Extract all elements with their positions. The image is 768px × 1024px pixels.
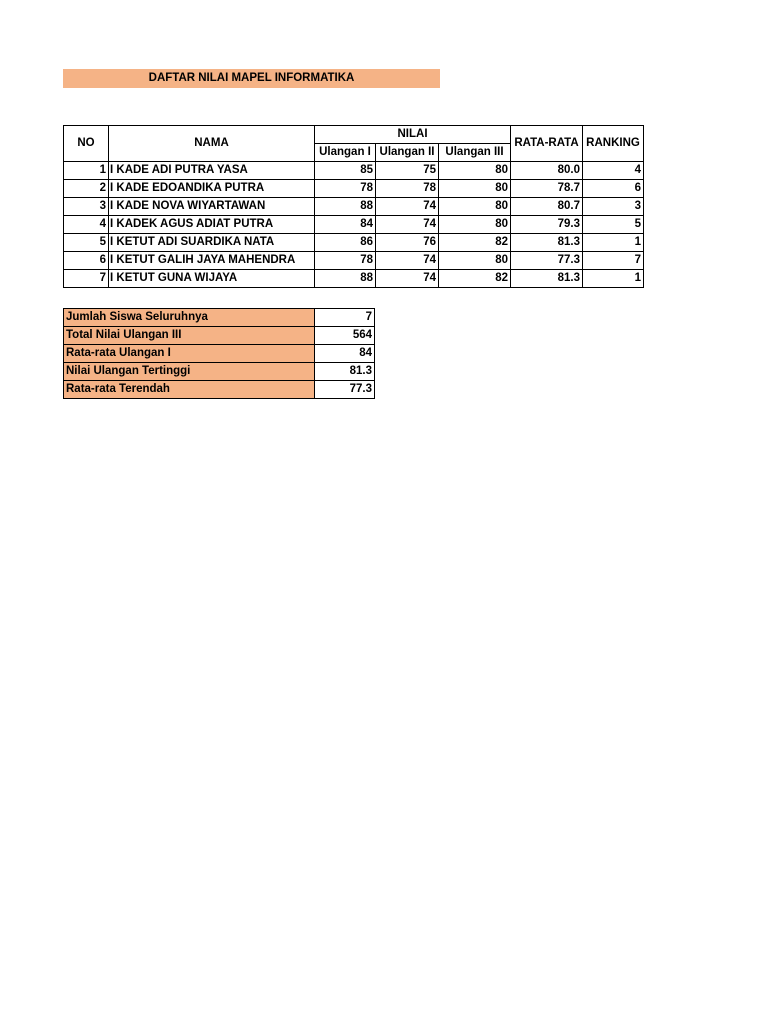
cell-no[interactable]: 3 [64, 198, 109, 216]
cell-ranking[interactable]: 7 [583, 252, 644, 270]
cell-ulangan-3[interactable]: 80 [439, 180, 511, 198]
cell-no[interactable]: 7 [64, 270, 109, 288]
table-row [64, 180, 644, 198]
header-nama[interactable]: NAMA [109, 126, 315, 162]
table-row [64, 252, 644, 270]
cell-ulangan-3[interactable]: 80 [439, 198, 511, 216]
summary-value[interactable]: 564 [315, 327, 375, 345]
table-row [64, 270, 644, 288]
cell-ulangan-3[interactable]: 80 [439, 162, 511, 180]
cell-nama[interactable]: I KETUT ADI SUARDIKA NATA [109, 234, 315, 252]
table-row [64, 234, 644, 252]
cell-ulangan-1[interactable]: 88 [315, 198, 376, 216]
header-no[interactable]: NO [64, 126, 109, 162]
cell-rata-rata[interactable]: 80.0 [511, 162, 583, 180]
cell-ulangan-1[interactable]: 88 [315, 270, 376, 288]
cell-ulangan-3[interactable]: 80 [439, 252, 511, 270]
header-rata-rata[interactable]: RATA-RATA [511, 126, 583, 162]
cell-rata-rata[interactable]: 79.3 [511, 216, 583, 234]
cell-ulangan-1[interactable]: 78 [315, 252, 376, 270]
cell-ulangan-2[interactable]: 74 [376, 252, 439, 270]
cell-rata-rata[interactable]: 81.3 [511, 270, 583, 288]
header-ranking[interactable]: RANKING [583, 126, 644, 162]
cell-nama[interactable]: I KADE NOVA WIYARTAWAN [109, 198, 315, 216]
cell-ranking[interactable]: 1 [583, 270, 644, 288]
cell-ulangan-3[interactable]: 82 [439, 234, 511, 252]
cell-rata-rata[interactable]: 77.3 [511, 252, 583, 270]
cell-ulangan-2[interactable]: 76 [376, 234, 439, 252]
summary-row [64, 363, 375, 381]
cell-nama[interactable]: I KADE EDOANDIKA PUTRA [109, 180, 315, 198]
summary-row [64, 327, 375, 345]
cell-nama[interactable]: I KETUT GALIH JAYA MAHENDRA [109, 252, 315, 270]
cell-nama[interactable]: I KETUT GUNA WIJAYA [109, 270, 315, 288]
summary-label[interactable]: Rata-rata Ulangan I [64, 345, 315, 363]
summary-label[interactable]: Rata-rata Terendah [64, 381, 315, 399]
cell-no[interactable]: 6 [64, 252, 109, 270]
cell-ulangan-2[interactable]: 74 [376, 216, 439, 234]
sheet-title: DAFTAR NILAI MAPEL INFORMATIKA [63, 69, 440, 88]
summary-table [63, 308, 375, 399]
summary-label[interactable]: Total Nilai Ulangan III [64, 327, 315, 345]
summary-row [64, 381, 375, 399]
summary-value[interactable]: 77.3 [315, 381, 375, 399]
header-nilai[interactable]: NILAI [315, 126, 511, 144]
cell-ranking[interactable]: 5 [583, 216, 644, 234]
cell-nama[interactable]: I KADEK AGUS ADIAT PUTRA [109, 216, 315, 234]
summary-value[interactable]: 84 [315, 345, 375, 363]
cell-ulangan-2[interactable]: 74 [376, 270, 439, 288]
cell-ulangan-1[interactable]: 78 [315, 180, 376, 198]
header-ulangan-3[interactable]: Ulangan III [439, 144, 511, 162]
cell-rata-rata[interactable]: 78.7 [511, 180, 583, 198]
cell-no[interactable]: 4 [64, 216, 109, 234]
summary-row [64, 309, 375, 327]
cell-ulangan-2[interactable]: 78 [376, 180, 439, 198]
cell-ulangan-3[interactable]: 82 [439, 270, 511, 288]
grades-table [63, 125, 644, 288]
cell-ranking[interactable]: 1 [583, 234, 644, 252]
cell-ulangan-2[interactable]: 74 [376, 198, 439, 216]
cell-ulangan-1[interactable]: 84 [315, 216, 376, 234]
cell-ulangan-1[interactable]: 85 [315, 162, 376, 180]
cell-rata-rata[interactable]: 80.7 [511, 198, 583, 216]
summary-label[interactable]: Nilai Ulangan Tertinggi [64, 363, 315, 381]
summary-value[interactable]: 81.3 [315, 363, 375, 381]
cell-ranking[interactable]: 6 [583, 180, 644, 198]
cell-ranking[interactable]: 4 [583, 162, 644, 180]
cell-no[interactable]: 2 [64, 180, 109, 198]
cell-nama[interactable]: I KADE ADI PUTRA YASA [109, 162, 315, 180]
table-row [64, 162, 644, 180]
header-row [64, 126, 644, 144]
summary-label[interactable]: Jumlah Siswa Seluruhnya [64, 309, 315, 327]
cell-ranking[interactable]: 3 [583, 198, 644, 216]
cell-ulangan-3[interactable]: 80 [439, 216, 511, 234]
cell-no[interactable]: 1 [64, 162, 109, 180]
header-ulangan-2[interactable]: Ulangan II [376, 144, 439, 162]
cell-ulangan-2[interactable]: 75 [376, 162, 439, 180]
cell-rata-rata[interactable]: 81.3 [511, 234, 583, 252]
summary-row [64, 345, 375, 363]
cell-ulangan-1[interactable]: 86 [315, 234, 376, 252]
table-row [64, 216, 644, 234]
cell-no[interactable]: 5 [64, 234, 109, 252]
header-ulangan-1[interactable]: Ulangan I [315, 144, 376, 162]
summary-value[interactable]: 7 [315, 309, 375, 327]
table-row [64, 198, 644, 216]
